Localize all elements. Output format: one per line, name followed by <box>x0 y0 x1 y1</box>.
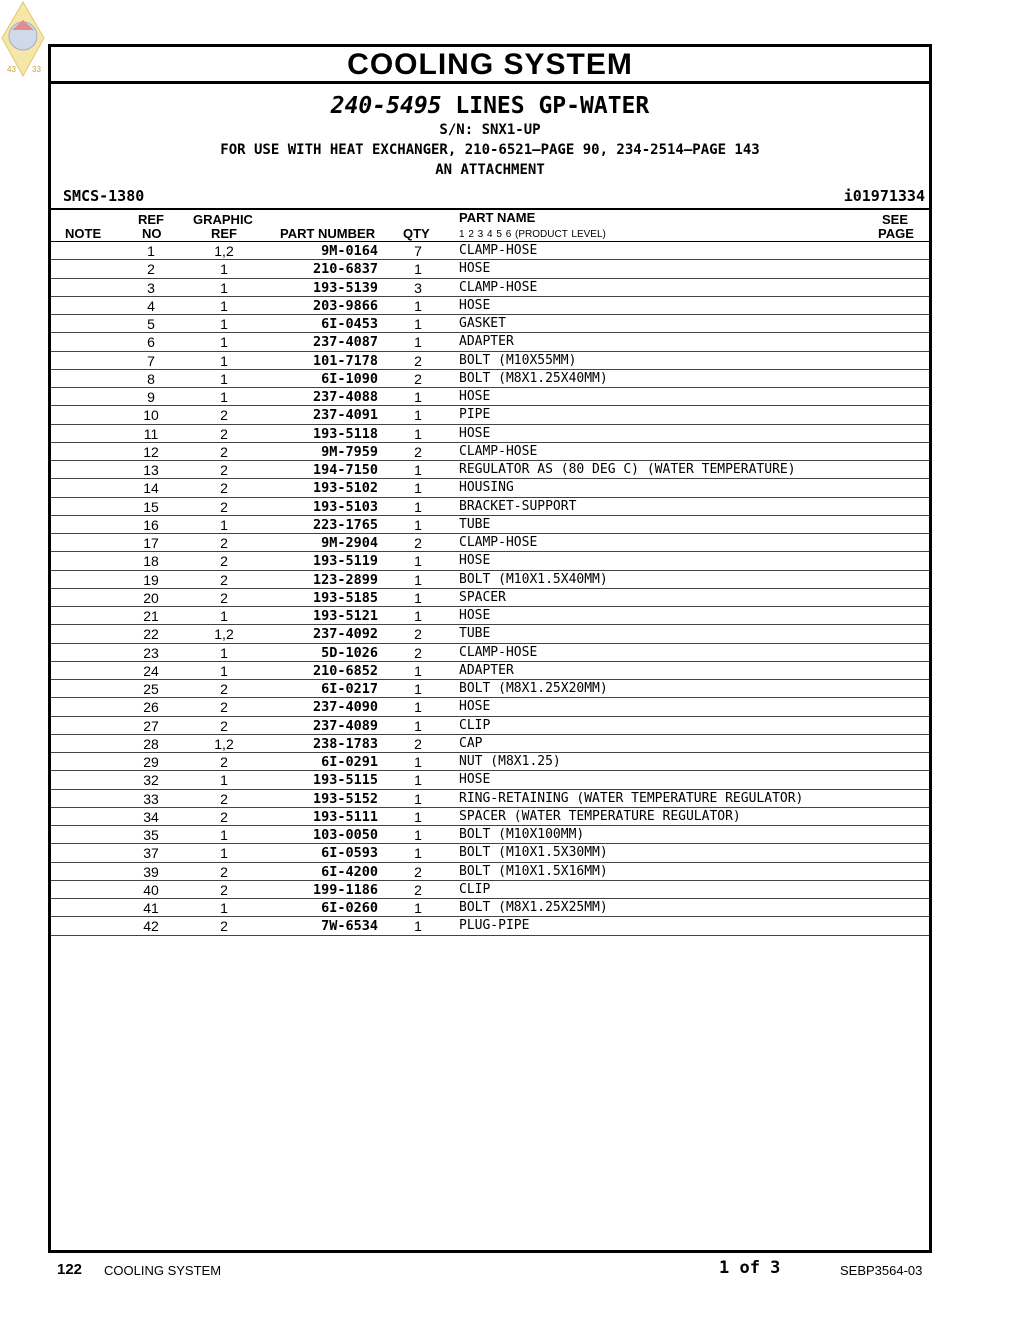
part-name: SPACER (WATER TEMPERATURE REGULATOR) <box>459 808 741 824</box>
table-row <box>51 644 929 662</box>
graphic-ref: 2 <box>220 498 228 515</box>
graphic-ref: 2 <box>220 553 228 570</box>
graphic-ref: 1 <box>220 334 228 351</box>
part-name: TUBE <box>459 516 491 532</box>
footer-sheet: 1 of 3 <box>719 1258 781 1278</box>
table-row <box>51 333 929 351</box>
ref-no: 27 <box>143 717 159 734</box>
quantity: 2 <box>414 535 422 551</box>
part-name: ADAPTER <box>459 662 514 678</box>
table-row <box>51 242 929 260</box>
ref-no: 4 <box>147 297 155 314</box>
ref-no: 18 <box>143 553 159 570</box>
part-name: BOLT (M10X55MM) <box>459 352 577 368</box>
part-name: SPACER <box>459 589 506 605</box>
part-name: TUBE <box>459 626 491 642</box>
ref-no: 17 <box>143 535 159 551</box>
graphic-ref: 1 <box>220 845 228 862</box>
ref-no: 39 <box>143 863 159 880</box>
part-number: 203-9866 <box>312 297 378 314</box>
quantity: 1 <box>414 407 422 424</box>
part-name: GASKET <box>459 316 506 331</box>
table-row <box>51 844 929 862</box>
ref-no: 9 <box>147 389 155 405</box>
part-name: BOLT (M10X1.5X40MM) <box>459 571 608 587</box>
ref-no: 15 <box>143 498 159 515</box>
table-row <box>51 863 929 881</box>
col-see-top: SEE <box>882 212 909 227</box>
table-row <box>51 625 929 643</box>
quantity: 1 <box>414 717 422 734</box>
graphic-ref: 2 <box>220 863 228 880</box>
graphic-ref: 1 <box>220 827 228 843</box>
part-number: 101-7178 <box>312 352 378 369</box>
table-row <box>51 698 929 716</box>
table-row <box>51 425 929 443</box>
ref-no: 29 <box>143 754 159 770</box>
part-number: 123-2899 <box>312 571 378 588</box>
quantity: 1 <box>414 918 422 935</box>
graphic-ref: 2 <box>220 717 228 734</box>
graphic-ref: 1 <box>220 352 228 369</box>
part-number: 193-5119 <box>312 553 378 570</box>
logo-right-number: 33 <box>32 65 41 74</box>
part-number: 193-5111 <box>312 808 378 825</box>
graphic-ref: 2 <box>220 808 228 825</box>
part-name: CLAMP-HOSE <box>459 644 538 660</box>
ref-no: 2 <box>147 261 155 278</box>
col-see-bottom: PAGE <box>878 226 914 241</box>
illustration-id: i01971334 <box>843 187 925 205</box>
part-number: 193-5185 <box>312 589 378 606</box>
table-row <box>51 406 929 424</box>
parts-page-frame <box>48 44 932 1253</box>
graphic-ref: 1 <box>220 389 228 405</box>
table-row <box>51 479 929 497</box>
ref-no: 5 <box>147 316 155 332</box>
col-qty: QTY <box>403 226 430 241</box>
ref-no: 37 <box>143 845 159 862</box>
part-number: 5D-1026 <box>321 644 378 661</box>
part-number: 194-7150 <box>312 462 378 478</box>
part-name: REGULATOR AS (80 DEG C) (WATER TEMPERATURE) <box>459 462 796 477</box>
serial-number: S/N: SNX1-UP <box>439 122 541 138</box>
part-number: 6I-0593 <box>321 845 378 862</box>
graphic-ref: 1 <box>220 261 228 278</box>
part-number: 9M-2904 <box>321 535 378 551</box>
table-row <box>51 771 929 789</box>
table-row <box>51 680 929 698</box>
col-part-number: PART NUMBER <box>280 226 376 241</box>
smcs-row <box>51 184 929 210</box>
part-name: CLAMP-HOSE <box>459 243 538 258</box>
part-name: CLAMP-HOSE <box>459 443 538 459</box>
ref-no: 25 <box>143 681 159 697</box>
footer-section: COOLING SYSTEM <box>104 1263 222 1278</box>
quantity: 2 <box>414 370 422 387</box>
quantity: 1 <box>414 553 422 570</box>
ref-no: 42 <box>143 918 159 935</box>
ref-no: 3 <box>147 279 155 296</box>
graphic-ref: 2 <box>220 407 228 424</box>
ref-no: 12 <box>143 443 159 460</box>
quantity: 1 <box>414 297 422 314</box>
table-row <box>51 516 929 534</box>
part-name: CLIP <box>459 881 491 897</box>
table-row <box>51 461 929 479</box>
quantity: 2 <box>414 644 422 661</box>
part-name: CLAMP-HOSE <box>459 535 538 550</box>
graphic-ref: 1,2 <box>214 243 234 259</box>
ref-no: 28 <box>143 735 159 752</box>
part-number: 6I-4200 <box>321 863 378 880</box>
col-ref-top: REF <box>138 212 164 227</box>
graphic-ref: 2 <box>220 535 228 551</box>
table-row <box>51 753 929 771</box>
quantity: 1 <box>414 334 422 351</box>
ref-no: 20 <box>143 589 159 606</box>
quantity: 1 <box>414 772 422 789</box>
quantity: 1 <box>414 699 422 716</box>
part-name: CAP <box>459 735 483 751</box>
attachment-note: AN ATTACHMENT <box>435 162 545 178</box>
part-number: 6I-1090 <box>321 370 378 387</box>
quantity: 1 <box>414 608 422 624</box>
ref-no: 24 <box>143 662 159 679</box>
part-number: 103-0050 <box>312 827 378 843</box>
group-title <box>51 92 929 120</box>
col-ref-bottom: NO <box>142 226 162 241</box>
graphic-ref: 1,2 <box>214 626 234 643</box>
quantity: 1 <box>414 316 422 332</box>
part-number: 238-1783 <box>312 735 378 752</box>
quantity: 2 <box>414 626 422 643</box>
part-number: 237-4090 <box>312 699 378 716</box>
ref-no: 1 <box>147 243 155 259</box>
graphic-ref: 1 <box>220 297 228 314</box>
table-row <box>51 662 929 680</box>
part-number: 9M-7959 <box>321 443 378 460</box>
table-row <box>51 352 929 370</box>
part-number: 6I-0260 <box>321 900 378 916</box>
table-row <box>51 571 929 589</box>
table-row <box>51 899 929 917</box>
ref-no: 7 <box>147 352 155 369</box>
col-graphic-bottom: REF <box>211 226 237 241</box>
quantity: 1 <box>414 808 422 825</box>
col-graphic-top: GRAPHIC <box>193 212 253 227</box>
quantity: 1 <box>414 261 422 278</box>
ref-no: 34 <box>143 808 159 825</box>
ref-no: 40 <box>143 881 159 898</box>
table-row <box>51 607 929 625</box>
ref-no: 13 <box>143 462 159 478</box>
part-name: PIPE <box>459 407 491 423</box>
smcs-code: SMCS-1380 <box>63 187 145 205</box>
page-footer <box>0 1258 1020 1282</box>
part-name: HOSE <box>459 553 491 569</box>
ref-no: 35 <box>143 827 159 843</box>
quantity: 2 <box>414 443 422 460</box>
graphic-ref: 1,2 <box>214 735 234 752</box>
graphic-ref: 1 <box>220 516 228 533</box>
ref-no: 10 <box>143 407 159 424</box>
quantity: 1 <box>414 900 422 916</box>
table-row <box>51 388 929 406</box>
graphic-ref: 2 <box>220 443 228 460</box>
graphic-ref: 1 <box>220 900 228 916</box>
col-product-levels: 1 2 3 4 5 6 (PRODUCT LEVEL) <box>459 229 606 240</box>
part-number: 237-4091 <box>312 407 378 424</box>
part-number: 237-4089 <box>312 717 378 734</box>
table-row <box>51 917 929 935</box>
table-row <box>51 808 929 826</box>
part-name: HOSE <box>459 608 491 623</box>
table-row <box>51 534 929 552</box>
part-name: RING-RETAINING (WATER TEMPERATURE REGULATOR) <box>459 790 804 806</box>
part-number: 223-1765 <box>312 516 378 533</box>
logo-left-number: 43 <box>7 65 16 74</box>
graphic-ref: 2 <box>220 754 228 770</box>
quantity: 1 <box>414 827 422 843</box>
quantity: 1 <box>414 681 422 697</box>
part-number: 210-6852 <box>312 662 378 679</box>
table-header <box>51 210 929 242</box>
part-name: ADAPTER <box>459 334 514 350</box>
ref-no: 14 <box>143 480 159 497</box>
table-row <box>51 881 929 899</box>
quantity: 1 <box>414 516 422 533</box>
graphic-ref: 2 <box>220 571 228 588</box>
quantity: 1 <box>414 662 422 679</box>
part-number: 237-4088 <box>312 389 378 405</box>
part-name: BRACKET-SUPPORT <box>459 498 577 514</box>
ref-no: 33 <box>143 790 159 807</box>
part-name: HOSE <box>459 297 491 313</box>
table-row <box>51 790 929 808</box>
graphic-ref: 1 <box>220 370 228 387</box>
part-number: 6I-0453 <box>321 316 378 332</box>
table-row <box>51 443 929 461</box>
part-name: NUT (M8X1.25) <box>459 754 561 769</box>
part-number: 193-5121 <box>312 608 378 624</box>
quantity: 2 <box>414 881 422 898</box>
graphic-ref: 1 <box>220 316 228 332</box>
part-name: BOLT (M8X1.25X20MM) <box>459 681 608 696</box>
quantity: 1 <box>414 571 422 588</box>
part-number: 193-5103 <box>312 498 378 515</box>
quantity: 1 <box>414 845 422 862</box>
table-row <box>51 589 929 607</box>
ref-no: 11 <box>143 425 159 442</box>
part-name: HOUSING <box>459 480 514 496</box>
quantity: 3 <box>414 279 422 296</box>
part-number: 193-5115 <box>312 772 378 789</box>
quantity: 1 <box>414 480 422 497</box>
group-name: LINES GP-WATER <box>455 93 650 119</box>
part-number: 210-6837 <box>312 261 378 278</box>
table-row <box>51 498 929 516</box>
part-number: 237-4087 <box>312 334 378 351</box>
part-number: 193-5139 <box>312 279 378 296</box>
part-name: HOSE <box>459 389 491 404</box>
graphic-ref: 2 <box>220 699 228 716</box>
parts-table-body <box>51 242 929 936</box>
part-name: HOSE <box>459 425 491 441</box>
part-number: 199-1186 <box>312 881 378 898</box>
table-row <box>51 735 929 753</box>
ref-no: 32 <box>143 772 159 789</box>
table-row <box>51 826 929 844</box>
table-row <box>51 717 929 735</box>
part-number: 6I-0291 <box>321 754 378 770</box>
graphic-ref: 2 <box>220 462 228 478</box>
footer-page-number: 122 <box>57 1261 83 1278</box>
quantity: 1 <box>414 425 422 442</box>
ref-no: 16 <box>143 516 159 533</box>
graphic-ref: 2 <box>220 425 228 442</box>
graphic-ref: 2 <box>220 589 228 606</box>
ref-no: 23 <box>143 644 159 661</box>
part-number: 6I-0217 <box>321 681 378 697</box>
group-number: 240-5495 <box>330 93 442 119</box>
section-title: COOLING SYSTEM <box>51 47 929 84</box>
part-number: 237-4092 <box>312 626 378 643</box>
graphic-ref: 1 <box>220 279 228 296</box>
quantity: 1 <box>414 754 422 770</box>
quantity: 1 <box>414 589 422 606</box>
graphic-ref: 1 <box>220 662 228 679</box>
part-name: HOSE <box>459 699 491 715</box>
part-number: 193-5152 <box>312 790 378 807</box>
part-name: BOLT (M8X1.25X25MM) <box>459 900 608 915</box>
ref-no: 21 <box>143 608 159 624</box>
quantity: 1 <box>414 790 422 807</box>
quantity: 2 <box>414 863 422 880</box>
table-row <box>51 260 929 278</box>
for-use-note: FOR USE WITH HEAT EXCHANGER, 210-6521—PAGE 90, 234-2514—PAGE 143 <box>220 142 760 158</box>
part-name: BOLT (M10X1.5X16MM) <box>459 863 608 879</box>
graphic-ref: 2 <box>220 681 228 697</box>
part-number: 7W-6534 <box>321 918 378 935</box>
col-part-name: PART NAME <box>459 210 536 225</box>
part-number: 9M-0164 <box>321 243 378 259</box>
table-row <box>51 279 929 297</box>
ref-no: 26 <box>143 699 159 716</box>
ref-no: 41 <box>143 900 159 916</box>
ref-no: 8 <box>147 370 155 387</box>
graphic-ref: 2 <box>220 790 228 807</box>
graphic-ref: 2 <box>220 881 228 898</box>
graphic-ref: 1 <box>220 772 228 789</box>
graphic-ref: 1 <box>220 644 228 661</box>
part-number: 193-5102 <box>312 480 378 497</box>
part-name: PLUG-PIPE <box>459 918 530 934</box>
footer-document-number: SEBP3564-03 <box>840 1263 923 1278</box>
part-name: CLAMP-HOSE <box>459 279 538 295</box>
quantity: 2 <box>414 352 422 369</box>
quantity: 1 <box>414 462 422 478</box>
part-name: BOLT (M10X100MM) <box>459 827 585 842</box>
graphic-ref: 2 <box>220 918 228 935</box>
ref-no: 6 <box>147 334 155 351</box>
part-name: HOSE <box>459 772 491 788</box>
quantity: 7 <box>414 243 422 259</box>
quantity: 2 <box>414 735 422 752</box>
part-number: 193-5118 <box>312 425 378 442</box>
caterpillar-logo-icon <box>0 0 46 78</box>
table-row <box>51 552 929 570</box>
graphic-ref: 2 <box>220 480 228 497</box>
quantity: 1 <box>414 389 422 405</box>
quantity: 1 <box>414 498 422 515</box>
ref-no: 22 <box>143 626 159 643</box>
part-name: BOLT (M10X1.5X30MM) <box>459 845 608 861</box>
col-note: NOTE <box>65 226 102 241</box>
ref-no: 19 <box>143 571 159 588</box>
graphic-ref: 1 <box>220 608 228 624</box>
part-name: CLIP <box>459 717 491 733</box>
table-row <box>51 370 929 388</box>
table-row <box>51 297 929 315</box>
table-row <box>51 315 929 333</box>
part-name: BOLT (M8X1.25X40MM) <box>459 370 608 386</box>
part-name: HOSE <box>459 261 491 277</box>
